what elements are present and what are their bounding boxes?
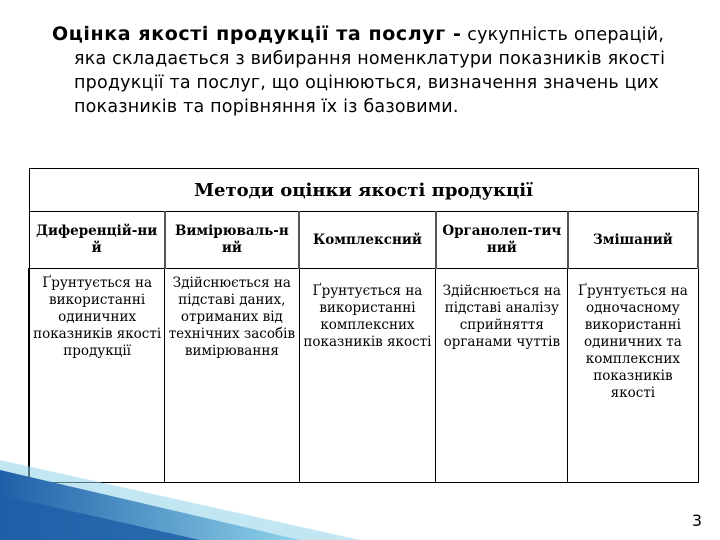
method-description-text: Здійснюється на підставі даних, отриманих від технічних засобів вимірювання <box>168 275 296 359</box>
method-description <box>568 269 698 483</box>
column-header: Диференцій-ни й <box>29 212 165 269</box>
term-heading: Оцінка якості продукції та послуг - <box>52 23 462 45</box>
column-header: Органолеп-тич ний <box>436 212 568 269</box>
method-description <box>436 269 568 483</box>
methods-table <box>28 168 699 483</box>
intro-paragraph <box>52 22 682 119</box>
page-number: 3 <box>691 511 702 530</box>
table-header-row <box>29 212 698 269</box>
table-title: Методи оцінки якості продукції <box>29 169 698 212</box>
method-description-text: Здійснюється на підставі аналізу сприйняття органами чуттів <box>442 283 561 350</box>
corner-decoration <box>0 450 360 540</box>
method-description-text: Ґрунтується на використанні комплексних показників якості <box>303 283 432 350</box>
column-header: Вимірюваль-н ий <box>165 212 299 269</box>
term-definition: сукупність операцій, яка складається з вибирання номенклатури показників якості продукції та послуг, що оцінюються, визначення значень цих показників та порівняння їх із базовими. <box>74 25 666 117</box>
method-description-text: Ґрунтується на використанні одиничних показників якості продукції <box>33 275 162 359</box>
column-header: Комплексний <box>299 212 436 269</box>
table-title-row <box>29 169 698 212</box>
method-description-text: Ґрунтується на одночасному використанні одиничних та комплексних показників якості <box>577 283 688 401</box>
column-header: Змішаний <box>568 212 698 269</box>
